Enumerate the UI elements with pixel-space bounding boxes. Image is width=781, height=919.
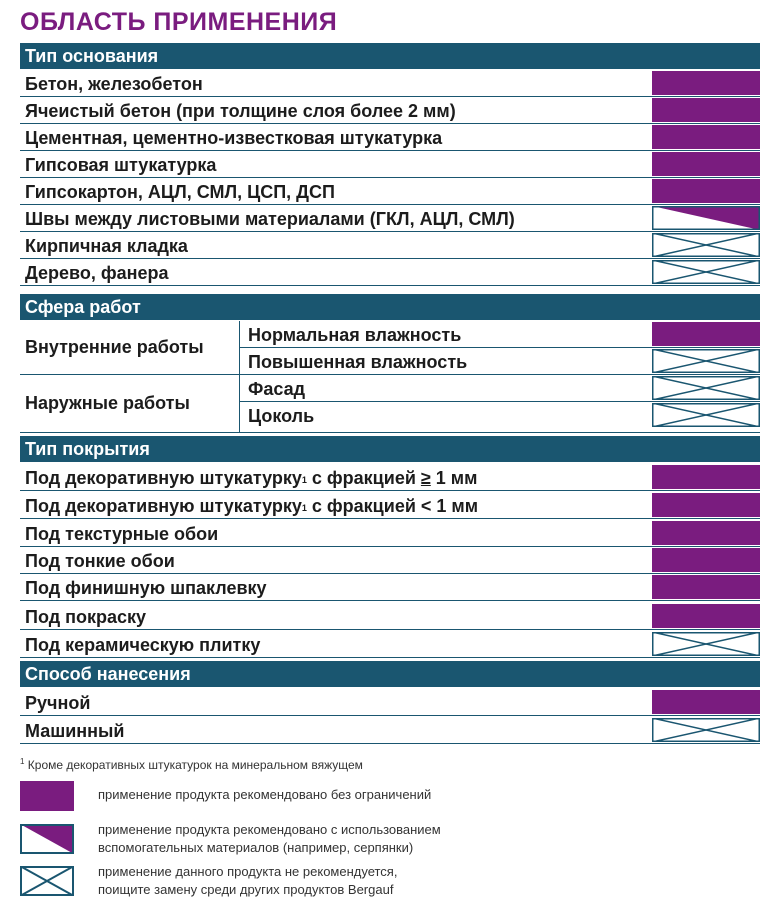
- row-label: Ручной: [25, 693, 91, 713]
- not-recommended-swatch: [20, 866, 74, 896]
- row-label: Повышенная влажность: [248, 352, 468, 372]
- not-recommended-indicator: [652, 376, 760, 400]
- row-label: Под декоративную штукатурку$^1$ с фракцией ≥ 1 мм: [25, 468, 478, 488]
- row-label: Ячеистый бетон (при толщине слоя более 2 мм): [25, 101, 456, 121]
- section-header-method: Способ нанесения: [20, 661, 760, 687]
- row-label: Гипсокартон, АЦЛ, СМЛ, ЦСП, ДСП: [25, 182, 335, 202]
- table-row: [20, 547, 760, 574]
- table-row: [20, 178, 760, 205]
- recommended-indicator: [652, 125, 760, 149]
- recommended-indicator: [652, 493, 760, 517]
- row-label: Швы между листовыми материалами (ГКЛ, АЦЛ, СМЛ): [25, 209, 515, 229]
- row-label: Бетон, железобетон: [25, 74, 203, 94]
- legend-text: применение продукта рекомендовано с использованием: [98, 822, 441, 837]
- recommended-indicator: [652, 575, 760, 599]
- table-row: [20, 689, 760, 716]
- table-row: [20, 151, 760, 178]
- auxiliary-swatch: [20, 824, 74, 854]
- recommended-swatch: [20, 781, 74, 811]
- group-cell-interior: [20, 321, 240, 375]
- table-row: [20, 259, 760, 286]
- section-header-work: Сфера работ: [20, 294, 760, 320]
- row-label: Цоколь: [248, 406, 315, 426]
- not-recommended-indicator: [652, 233, 760, 257]
- table-row: [20, 520, 760, 547]
- row-label: Дерево, фанера: [25, 263, 169, 283]
- table-row: [20, 124, 760, 151]
- recommended-indicator: [652, 548, 760, 572]
- recommended-indicator: [652, 179, 760, 203]
- row-label: Под покраску: [25, 607, 147, 627]
- legend-text: вспомогательных материалов (например, серпянки): [98, 840, 414, 855]
- group-cell-exterior: [20, 375, 240, 433]
- table-row: [20, 232, 760, 259]
- page-title: ОБЛАСТЬ ПРИМЕНЕНИЯ: [20, 8, 338, 36]
- table-row: [20, 205, 760, 232]
- row-label: Цементная, цементно-известковая штукатурка: [25, 128, 443, 148]
- not-recommended-indicator: [652, 260, 760, 284]
- table-row: [20, 631, 760, 658]
- table-row: [240, 321, 760, 348]
- section-header-base: Тип основания: [20, 43, 760, 69]
- row-label: Под финишную шпаклевку: [25, 578, 267, 598]
- row-label: Под декоративную штукатурку$^1$ с фракцией < 1 мм: [25, 496, 479, 516]
- recommended-indicator: [652, 71, 760, 95]
- row-label: Под тонкие обои: [25, 551, 175, 571]
- auxiliary-indicator: [652, 206, 760, 230]
- recommended-indicator: [652, 521, 760, 545]
- recommended-indicator: [652, 690, 760, 714]
- not-recommended-indicator: [652, 718, 760, 742]
- row-label: Фасад: [248, 379, 306, 399]
- legend-text: поищите замену среди других продуктов Bergauf: [98, 882, 394, 897]
- table-row: [240, 375, 760, 402]
- table-row: [20, 492, 760, 519]
- legend-text: применение данного продукта не рекомендуется,: [98, 864, 398, 879]
- row-label: Гипсовая штукатурка: [25, 155, 217, 175]
- recommended-indicator: [652, 152, 760, 176]
- table-row: [20, 70, 760, 97]
- table-row: [240, 348, 760, 375]
- table-row: [20, 574, 760, 601]
- table-row: [20, 603, 760, 630]
- table-row: [240, 402, 760, 433]
- not-recommended-indicator: [652, 632, 760, 656]
- recommended-indicator: [652, 322, 760, 346]
- table-row: [20, 717, 760, 744]
- row-label: Под керамическую плитку: [25, 635, 261, 655]
- row-label: Кирпичная кладка: [25, 236, 188, 256]
- row-label: Нормальная влажность: [248, 325, 462, 345]
- recommended-indicator: [652, 98, 760, 122]
- row-label: Под текстурные обои: [25, 524, 219, 544]
- legend-text: применение продукта рекомендовано без ограничений: [98, 787, 432, 802]
- table-row: [20, 464, 760, 491]
- group-label: Внутренние работы: [25, 337, 204, 357]
- row-label: Машинный: [25, 721, 125, 741]
- not-recommended-indicator: [652, 349, 760, 373]
- footnote: $^1$ Кроме декоративных штукатурок на минеральном вяжущем: [20, 757, 363, 772]
- group-label: Наружные работы: [25, 393, 190, 413]
- not-recommended-indicator: [652, 403, 760, 427]
- section-header-coating: Тип покрытия: [20, 436, 760, 462]
- recommended-indicator: [652, 465, 760, 489]
- recommended-indicator: [652, 604, 760, 628]
- table-row: [20, 97, 760, 124]
